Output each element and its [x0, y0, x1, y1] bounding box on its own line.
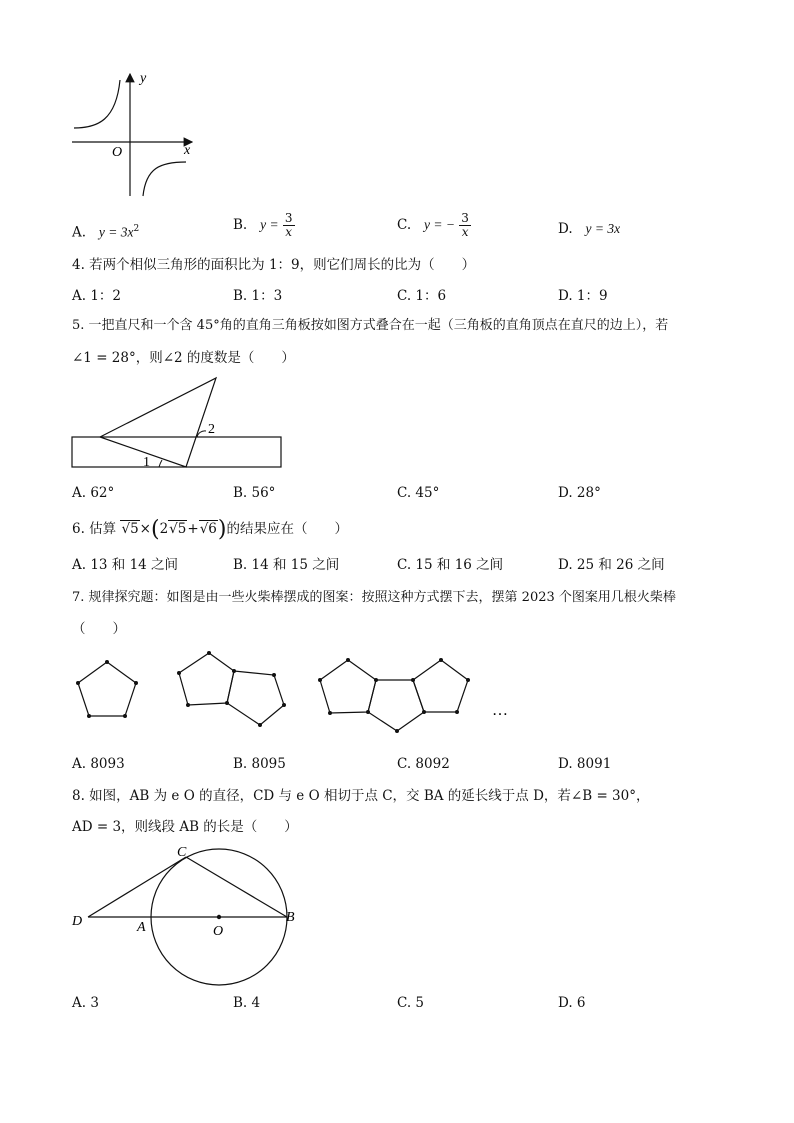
q5-option-b[interactable]: B. 56° — [233, 485, 276, 501]
q8-option-a[interactable]: A. 3 — [72, 995, 99, 1011]
q4-option-a[interactable]: A. 1：2 — [72, 288, 122, 304]
q4-stem: 4. 若两个相似三角形的面积比为 1：9，则它们周长的比为（ ） — [72, 257, 476, 273]
q6-option-b[interactable]: B. 14 和 15 之间 — [233, 557, 340, 573]
hyperbola-branch-upper — [74, 80, 120, 128]
set-square — [100, 378, 216, 467]
q5-option-d[interactable]: D. 28° — [558, 485, 601, 501]
pentagon-fig3-a — [320, 660, 376, 713]
circle-tangent-figure — [68, 840, 308, 988]
chord-cb — [186, 857, 287, 917]
q4-option-b[interactable]: B. 1：3 — [233, 288, 283, 304]
q3-option-a[interactable]: A. $y = 3x^2$ — [72, 224, 140, 241]
continuation-ellipsis: … — [492, 702, 508, 719]
q6-option-a[interactable]: A. 13 和 14 之间 — [72, 557, 179, 573]
x-label: x — [184, 143, 191, 158]
ruler — [72, 437, 281, 467]
pentagon-fig2-a — [179, 653, 234, 705]
q4-option-d[interactable]: D. 1：9 — [558, 288, 608, 304]
matchstick-pentagons-figure — [70, 645, 520, 735]
y-label: y — [140, 71, 147, 86]
tangent-dc — [88, 857, 186, 917]
hyperbola-graph — [68, 70, 198, 202]
q5-option-a[interactable]: A. 62° — [72, 485, 115, 501]
q7-option-c[interactable]: C. 8092 — [397, 756, 450, 772]
center-point — [217, 915, 221, 919]
q8-stem-line2: AD = 3，则线段 AB 的长是（ ） — [72, 819, 298, 835]
q5-stem-line1: 5. 一把直尺和一个含 45°角的直角三角板按如图方式叠合在一起（三角板的直角顶点在直尺的边上），若 — [72, 318, 669, 333]
pentagon-fig3-c — [413, 660, 468, 712]
q8-stem-line1: 8. 如图，AB 为 e O 的直径，CD 与 e O 相切于点 C，交 BA 的延长线于点 D，若∠B = 30°， — [72, 788, 650, 804]
label-c: C — [177, 845, 187, 860]
q6-option-d[interactable]: D. 25 和 26 之间 — [558, 557, 665, 573]
q7-option-d[interactable]: D. 8091 — [558, 756, 612, 772]
q3-option-c[interactable]: C. y = − $\frac{3}{x}$ — [397, 211, 469, 239]
hyperbola-branch-lower — [143, 162, 186, 196]
label-a: A — [137, 920, 146, 935]
q6-stem: 6. 估算 √5×(2√5+√6)的结果应在（ ） — [72, 517, 348, 542]
q4-option-c[interactable]: C. 1：6 — [397, 288, 447, 304]
ruler-triangle-figure — [70, 374, 286, 472]
q7-stem-line1: 7. 规律探究题：如图是由一些火柴棒摆成的图案：按照这种方式摆下去，摆第 2023 个图案用几根火柴棒 — [72, 590, 676, 605]
q7-option-b[interactable]: B. 8095 — [233, 756, 286, 772]
q3-option-b[interactable]: B. y = $\frac{3}{x}$ — [233, 211, 293, 239]
q7-option-a[interactable]: A. 8093 — [72, 756, 125, 772]
angle1-label: 1 — [143, 455, 150, 470]
q5-stem-line2: ∠1 = 28°，则∠2 的度数是（ ） — [72, 350, 295, 366]
origin-label: O — [112, 145, 123, 160]
q7-stem-line2: （ ） — [72, 621, 126, 637]
q8-option-c[interactable]: C. 5 — [397, 995, 425, 1011]
label-o: O — [213, 924, 224, 939]
pentagon-fig1 — [78, 662, 136, 716]
q6-option-c[interactable]: C. 15 和 16 之间 — [397, 557, 504, 573]
angle2-label: 2 — [208, 422, 215, 437]
label-b: B — [286, 910, 295, 925]
q5-option-c[interactable]: C. 45° — [397, 485, 440, 501]
q3-option-d[interactable]: D. y = 3x — [558, 221, 621, 237]
sqrt5: √5 — [121, 521, 139, 537]
angle1-arc — [159, 460, 162, 467]
label-d: D — [72, 914, 83, 929]
q8-option-b[interactable]: B. 4 — [233, 995, 261, 1011]
q8-option-d[interactable]: D. 6 — [558, 995, 586, 1011]
pentagon-fig2-b — [227, 671, 284, 725]
